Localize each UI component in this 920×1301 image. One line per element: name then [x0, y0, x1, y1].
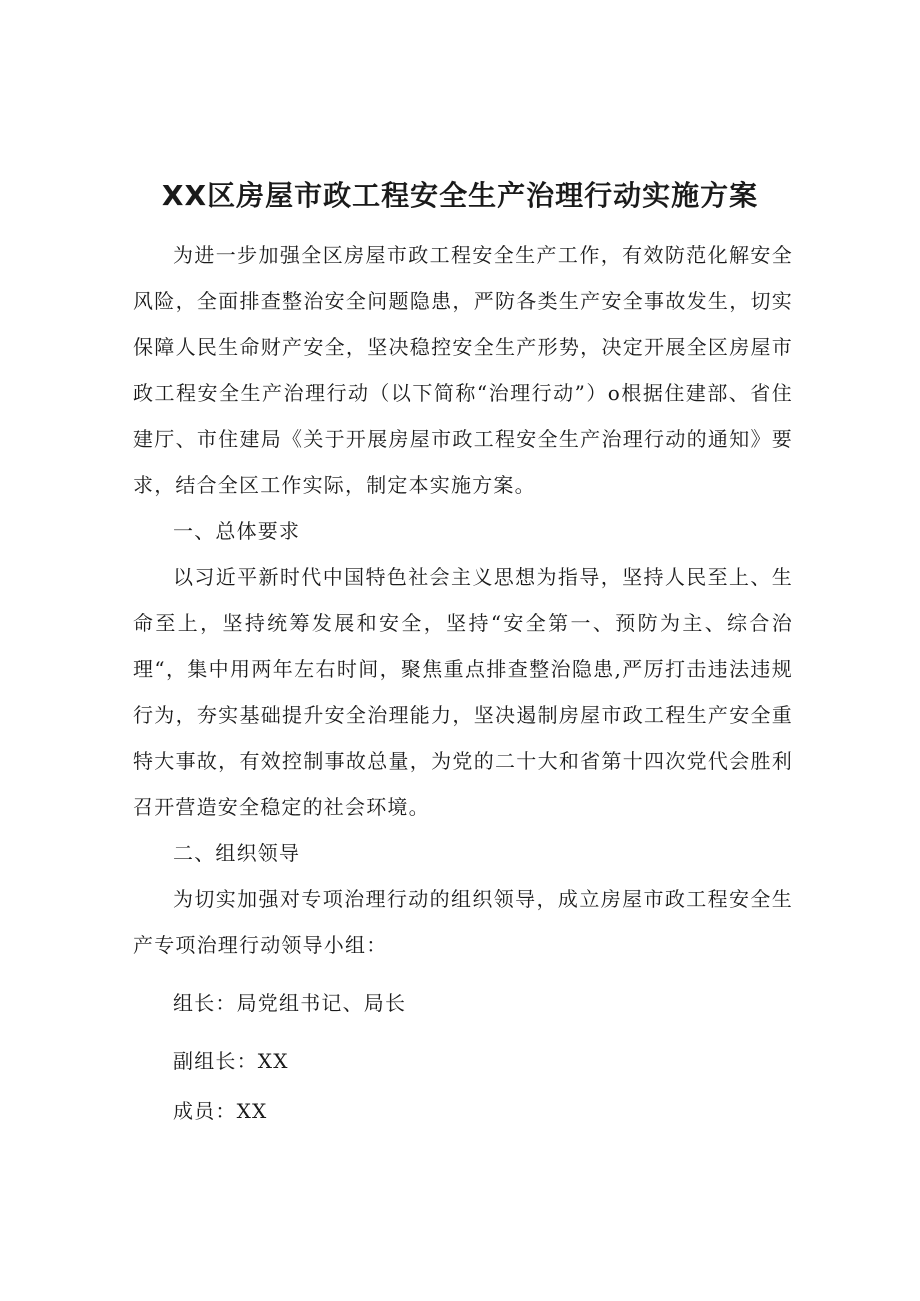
- intro-paragraph: 为进一步加强全区房屋市政工程安全生产工作，有效防范化解安全风险，全面排查整治安全问题隐患，严防各类生产安全事故发生，切实保障人民生命财产安全，坚决稳控安全生产形势，决定开展全区房屋市政工程安全生产治理行动（以下简称“治理行动”）o根据住建部、省住建厅、市住建局《关于开展房屋市政工程安全生产治理行动的通知》要求，结合全区工作实际，制定本实施方案。: [133, 243, 793, 497]
- section-heading-organization: 二、组织领导: [173, 841, 301, 865]
- general-requirements-paragraph: 以习近平新时代中国特色社会主义思想为指导，坚持人民至上、生命至上，坚持统筹发展和安全，坚持“安全第一、预防为主、综合治理“，集中用两年左右时间，聚焦重点排查整治隐患,严厉打击违法违规行为，夯实基础提升安全治理能力，坚决遏制房屋市政工程生产安全重特大事故，有效控制事故总量，为党的二十大和省第十四次党代会胜利召开营造安全稳定的社会环境。: [133, 565, 793, 819]
- members-line: 成员：XX: [173, 1099, 268, 1123]
- section-heading-general-requirements: 一、总体要求: [173, 519, 301, 543]
- document-title: XX区房屋市政工程安全生产治理行动实施方案: [161, 179, 759, 212]
- team-leader-line: 组长：局党组书记、局长: [173, 991, 407, 1015]
- document-body: [133, 232, 793, 1134]
- deputy-leader-line: 副组长：XX: [173, 1049, 289, 1073]
- organization-paragraph: 为切实加强对专项治理行动的组织领导，成立房屋市政工程安全生产专项治理行动领导小组：: [133, 887, 793, 957]
